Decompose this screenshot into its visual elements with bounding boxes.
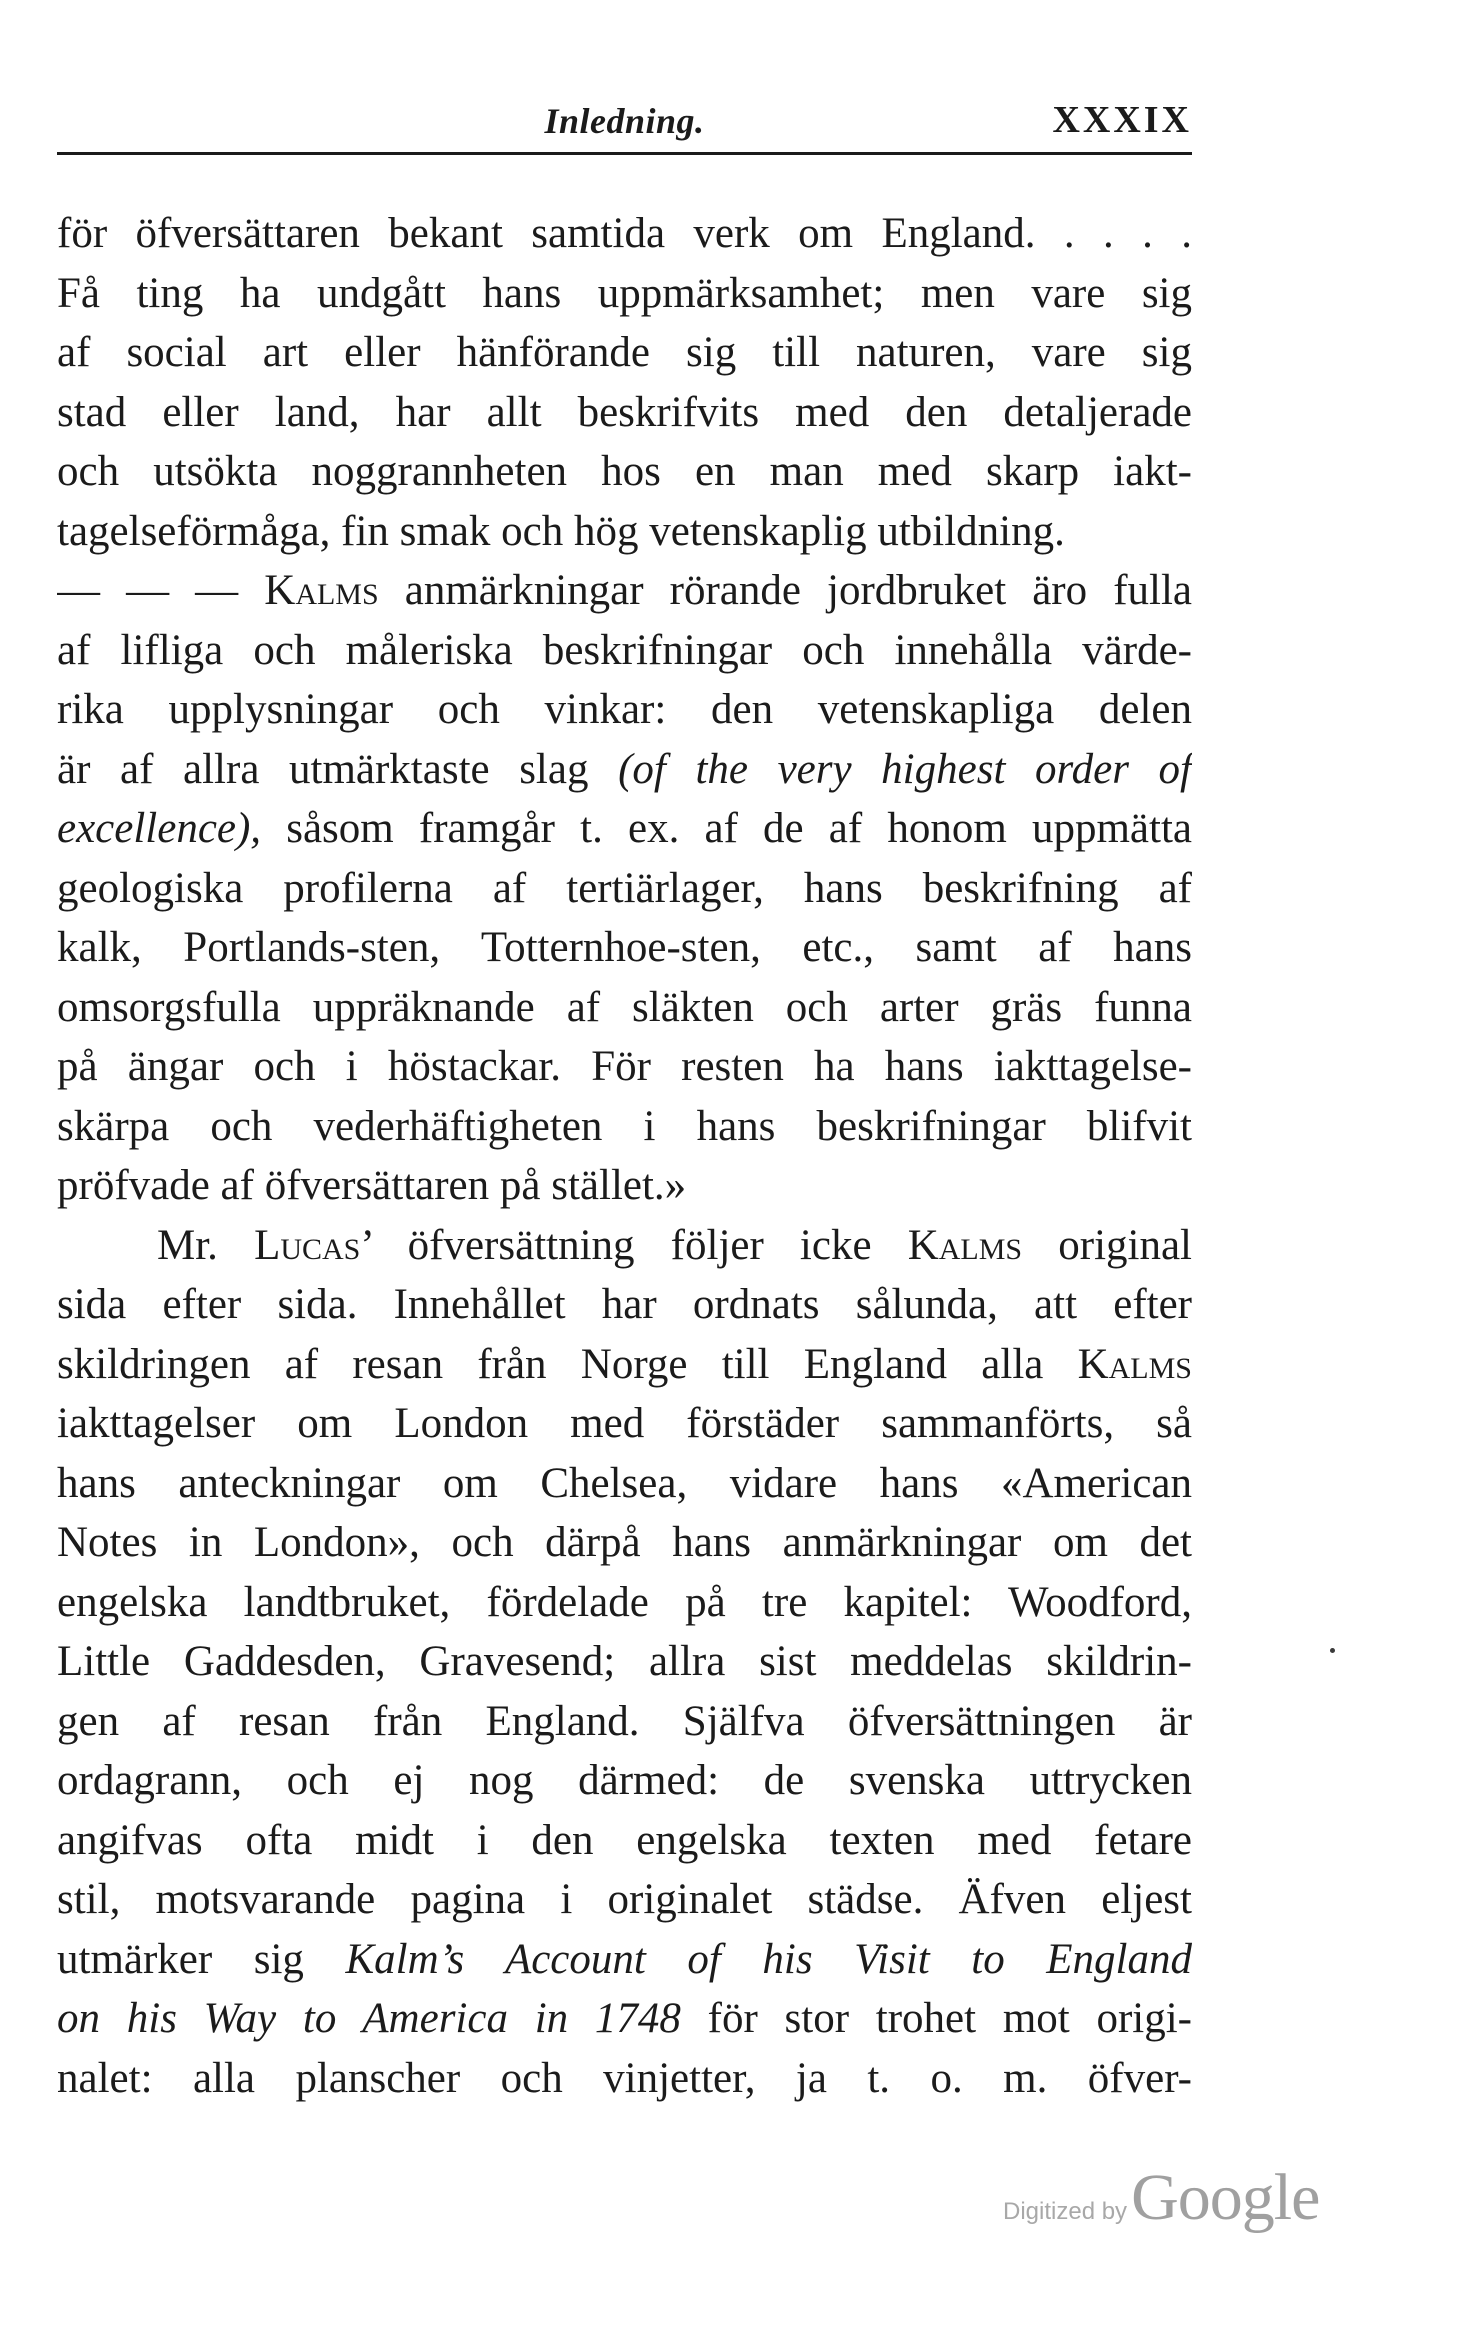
text-segment: iakttagelser om London med förstäder sammanförts, så (57, 1400, 1192, 1447)
text-line (57, 383, 1192, 443)
running-head-title: Inledning. (544, 101, 705, 141)
text-line (57, 621, 1192, 681)
text-line (57, 1989, 1192, 2049)
text-line (57, 502, 1192, 562)
small-caps-name: Lucas (254, 1221, 361, 1269)
italic-text: on his Way to America in 1748 (57, 1995, 681, 2042)
text-line (57, 1335, 1192, 1395)
small-caps-name: Kalms (1077, 1340, 1192, 1388)
text-segment: original (1022, 1221, 1192, 1269)
text-line (57, 1751, 1192, 1811)
small-caps-name: Kalms (907, 1221, 1023, 1269)
running-head (57, 92, 1192, 148)
text-line (57, 204, 1192, 264)
text-line (57, 918, 1192, 978)
text-line (57, 264, 1192, 324)
text-segment: för öfversättaren bekant samtida verk om England. . . . . (57, 210, 1192, 257)
text-segment: skildringen af resan från Norge till England alla (57, 1340, 1078, 1388)
text-segment: hans anteckningar om Chelsea, vidare hans «American (57, 1459, 1192, 1507)
italic-text: excellence), (57, 805, 262, 852)
text-segment: för stor trohet mot origi- (680, 1995, 1192, 2042)
text-line (57, 1216, 1192, 1276)
text-line (57, 1811, 1192, 1871)
small-caps-name: Kalms (264, 567, 379, 614)
text-segment: stad eller land, har allt beskrifvits med den detaljerade (57, 388, 1192, 436)
text-line (57, 1454, 1192, 1514)
text-line (57, 1097, 1192, 1157)
page-number: XXXIX (1052, 99, 1192, 141)
text-segment: skärpa och vederhäftigheten i hans beskrifningar blifvit (57, 1102, 1192, 1150)
text-line (57, 1573, 1192, 1633)
italic-text: Kalm’s Account of his Visit to England (345, 1935, 1192, 1983)
text-segment: ’ öfversättning följer icke (360, 1221, 908, 1269)
text-segment: ordagrann, och ej nog därmed: de svenska uttrycken (57, 1757, 1192, 1804)
text-segment: — — — (57, 567, 265, 614)
text-line (57, 1037, 1192, 1097)
text-segment: geologiska profilerna af tertiärlager, hans beskrifning af (57, 864, 1192, 912)
text-line (57, 1870, 1192, 1930)
text-line (57, 442, 1192, 502)
text-line (57, 799, 1192, 859)
text-segment: och utsökta noggrannheten hos en man med skarp iakt- (57, 448, 1192, 495)
text-line (57, 1156, 1192, 1216)
text-line (57, 1275, 1192, 1335)
text-segment: gen af resan från England. Själfva öfversättningen är (57, 1697, 1192, 1745)
text-segment: tagelseförmåga, fin smak och hög vetenskaplig utbildning. (57, 507, 1065, 555)
text-segment: sida efter sida. Innehållet har ordnats sålunda, att efter (57, 1281, 1192, 1328)
google-logo: Google (1131, 2161, 1320, 2234)
text-line (57, 740, 1192, 800)
text-segment: nalet: alla planscher och vinjetter, ja t. o. m. öfver- (57, 2054, 1192, 2102)
text-line (57, 323, 1192, 383)
header-rule (57, 152, 1192, 155)
text-segment: anmärkningar rörande jordbruket äro fulla (378, 567, 1192, 614)
text-line (57, 561, 1192, 621)
text-segment: angifvas ofta midt i den engelska texten med fetare (57, 1816, 1192, 1864)
text-segment: på ängar och i höstackar. För resten ha hans iakttagelse- (57, 1043, 1192, 1090)
text-segment: Little Gaddesden, Gravesend; allra sist meddelas skildrin- (57, 1638, 1192, 1685)
body-text (57, 204, 1192, 2108)
text-line (57, 1394, 1192, 1454)
text-segment: pröfvade af öfversättaren på stället.» (57, 1162, 687, 1209)
text-segment: stil, motsvarande pagina i originalet städse. Äfven eljest (57, 1876, 1192, 1923)
text-segment: rika upplysningar och vinkar: den vetenskapliga delen (57, 686, 1192, 733)
text-line (57, 2049, 1192, 2109)
text-segment: såsom framgår t. ex. af de af honom uppmätta (261, 805, 1192, 852)
text-segment: Notes in London», och därpå hans anmärkningar om det (57, 1519, 1192, 1566)
text-line (57, 859, 1192, 919)
text-line (57, 1692, 1192, 1752)
text-segment: af social art eller hänförande sig till naturen, vare sig (57, 329, 1192, 376)
text-line (57, 680, 1192, 740)
print-speck (1330, 1648, 1335, 1653)
digitized-by-google-watermark (1003, 2160, 1333, 2240)
text-segment: engelska landtbruket, fördelade på tre kapitel: Woodford, (57, 1578, 1192, 1626)
text-line (57, 1632, 1192, 1692)
italic-text: (of the very highest order of (618, 745, 1192, 793)
text-segment: af lifliga och måleriska beskrifningar och innehålla värde- (57, 626, 1192, 674)
text-line (57, 1930, 1192, 1990)
text-segment: är af allra utmärktaste slag (57, 745, 619, 793)
watermark-prefix: Digitized by (1003, 2198, 1128, 2225)
text-segment: omsorgsfulla uppräknande af släkten och arter gräs funna (57, 983, 1192, 1031)
text-segment: kalk, Portlands-sten, Totternhoe-sten, etc., samt af hans (57, 924, 1192, 971)
text-segment: Få ting ha undgått hans uppmärksamhet; men vare sig (57, 269, 1192, 317)
text-segment: utmärker sig (57, 1935, 346, 1983)
text-line (57, 1513, 1192, 1573)
text-line (57, 978, 1192, 1038)
text-segment: Mr. (157, 1221, 255, 1269)
